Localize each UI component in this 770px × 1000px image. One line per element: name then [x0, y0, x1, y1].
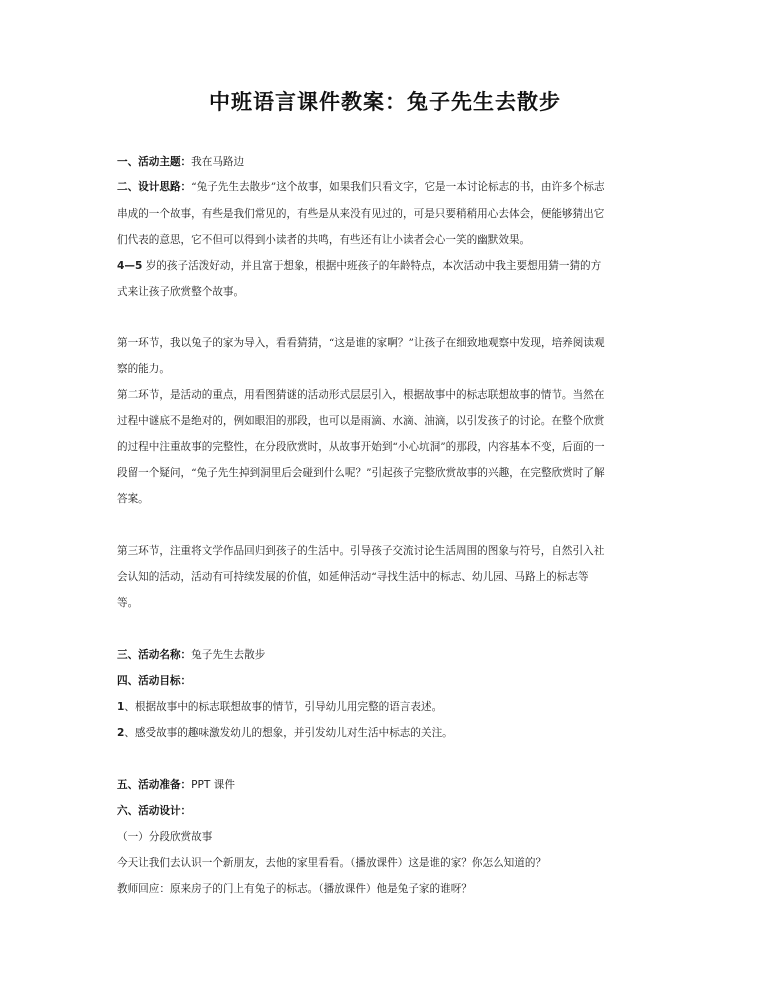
goal-text: 、根据故事中的标志联想故事的情节，引导幼儿用完整的语言表述。	[124, 701, 443, 713]
paragraph-line: 们代表的意思，它不但可以得到小读者的共鸣，有些还有让小读者会心一笑的幽默效果。	[117, 234, 531, 246]
section-activity-name	[117, 648, 662, 662]
goal-number: 2	[117, 727, 125, 739]
subsection-heading: （一）分段欣赏故事	[117, 831, 213, 843]
paragraph-line: 答案。	[117, 493, 149, 505]
paragraph-line: 教师回应：原来房子的门上有兔子的标志。（播放课件）他是兔子家的谁呀？	[117, 883, 472, 895]
section-activity-design: 六、活动设计：	[117, 805, 192, 817]
goal-number: 1	[117, 701, 125, 713]
paragraph-line: 过程中谜底不是绝对的，例如眼泪的那段，也可以是雨滴、水滴、油滴，以引发孩子的讨论。在整个欣赏	[117, 415, 605, 427]
paragraph-line: 第二环节，是活动的重点，用看图猜谜的活动形式层层引入，根据故事中的标志联想故事的情节。当然在	[117, 389, 605, 401]
section-activity-preparation	[117, 778, 662, 792]
section-activity-goals: 四、活动目标：	[117, 675, 192, 687]
paragraph-line: 等。	[117, 597, 139, 609]
section-text: 课件	[210, 779, 235, 791]
section-label: 五、活动准备：	[117, 779, 192, 791]
paragraph-line: 今天让我们去认识一个新朋友，去他的家里看看。（播放课件）这是谁的家？你怎么知道的？	[117, 857, 547, 869]
ppt-label: PPT	[191, 779, 211, 791]
paragraph-line: 会认知的活动，活动有可持续发展的价值，如延伸活动“寻找生活中的标志、幼儿园、马路上的标志等	[117, 571, 589, 583]
paragraph-line: 第一环节，我以兔子的家为导入，看看猜猜，“这是谁的家啊？”让孩子在细致地观察中发现，培养阅读观	[117, 337, 605, 349]
goal-item	[117, 700, 662, 714]
section-design-idea-line	[117, 180, 662, 194]
age-range: 4—5	[117, 260, 143, 272]
paragraph-line: 察的能力。	[117, 363, 170, 375]
paragraph-line: 岁的孩子活泼好动，并且富于想象，根据中班孩子的年龄特点，本次活动中我主要想用猜一猜的方	[145, 260, 602, 272]
paragraph-line: “兔子先生去散步”这个故事，如果我们只看文字，它是一本讨论标志的书，由许多个标志	[191, 181, 605, 193]
section-text: 兔子先生去散步	[191, 649, 266, 661]
section-label: 二、设计思路：	[117, 181, 192, 193]
goal-item	[117, 726, 662, 740]
paragraph-line: 式来让孩子欣赏整个故事。	[117, 286, 245, 298]
paragraph-line: 的过程中注重故事的完整性，在分段欣赏时，从故事开始到“小心坑洞”的那段，内容基本不变，后面的一	[117, 441, 605, 453]
paragraph-line: 段留一个疑问，“兔子先生掉到洞里后会碰到什么呢？”引起孩子完整欣赏故事的兴趣，在完整欣赏时了解	[117, 467, 605, 479]
age-paragraph-line	[117, 259, 662, 273]
goal-text: 、感受故事的趣味激发幼儿的想象，并引发幼儿对生活中标志的关注。	[124, 727, 453, 739]
section-activity-theme	[117, 155, 662, 169]
section-label: 三、活动名称：	[117, 649, 192, 661]
section-label: 一、活动主题：	[117, 156, 192, 168]
paragraph-line: 第三环节，注重将文学作品回归到孩子的生活中。引导孩子交流讨论生活周围的图象与符号，自然引入社	[117, 545, 605, 557]
paragraph-line: 串成的一个故事，有些是我们常见的，有些是从来没有见过的，可是只要稍稍用心去体会，便能够猜出它	[117, 208, 605, 220]
section-text: 我在马路边	[191, 156, 245, 168]
document-title: 中班语言课件教案：兔子先生去散步	[209, 89, 561, 114]
